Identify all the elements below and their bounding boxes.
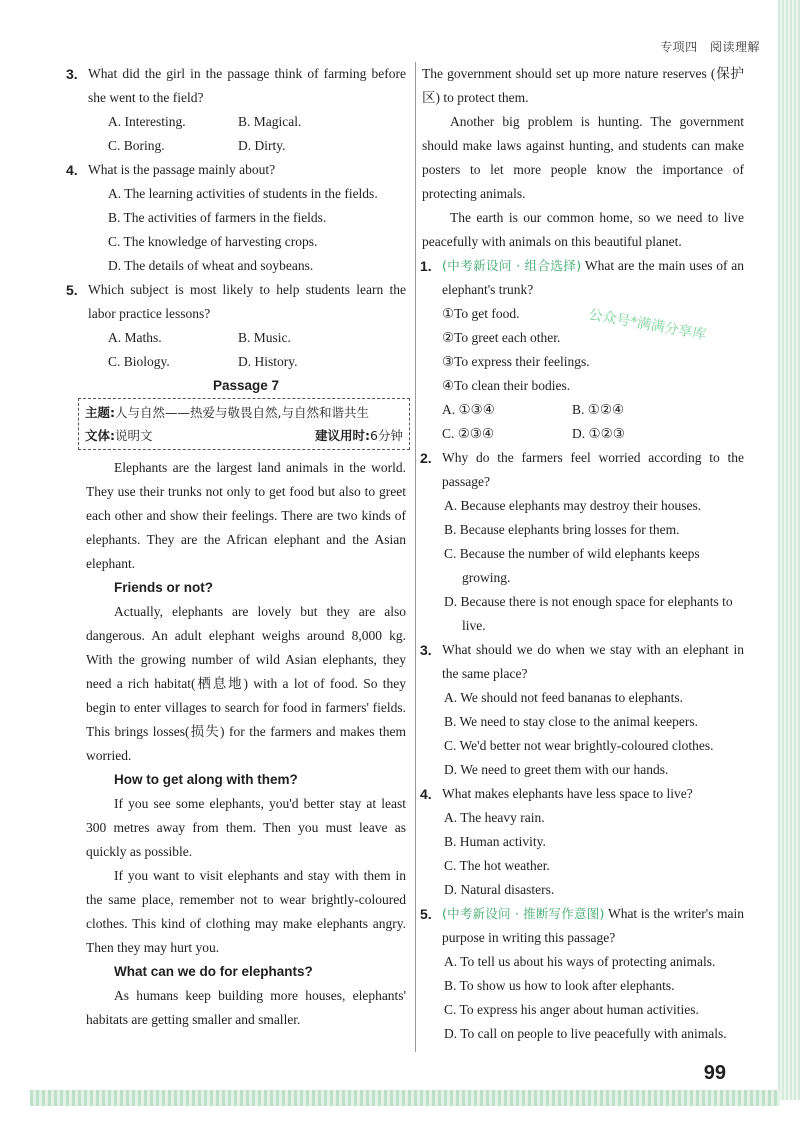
option: B. We need to stay close to the animal keepers.	[444, 714, 698, 729]
left-column	[66, 62, 406, 1032]
paragraph: If you want to visit elephants and stay with them in the same place, remember not to wear brightly-coloured clothes. This kind of clothing may make elephants angry. Then they may hurt you.	[86, 868, 406, 955]
option: C. The hot weather.	[444, 858, 550, 873]
option: D. Natural disasters.	[444, 882, 555, 897]
question-4	[66, 158, 406, 182]
option: B. The activities of farmers in the fields.	[108, 210, 327, 225]
question-4	[420, 782, 744, 806]
right-column	[422, 62, 744, 1046]
option: A. Interesting.	[108, 114, 186, 129]
option: B. Human activity.	[444, 834, 546, 849]
question-number: 5.	[66, 282, 78, 298]
subheading: How to get along with them?	[114, 772, 298, 787]
item: ③To express their feelings.	[442, 354, 590, 369]
bottom-band	[30, 1090, 780, 1106]
option: C. Biology.	[108, 354, 170, 369]
question-number: 4.	[66, 162, 78, 178]
question-number: 4.	[420, 786, 432, 802]
time-label: 建议用时:	[315, 428, 371, 443]
question-number: 3.	[420, 642, 432, 658]
option: D. To call on people to live peacefully with animals.	[444, 1026, 727, 1041]
question-text: Which subject is most likely to help students learn the labor practice lessons?	[88, 282, 406, 321]
question-3	[420, 638, 744, 686]
question-text: Why do the farmers feel worried according to the passage?	[442, 450, 744, 489]
option: B. ①②④	[572, 402, 625, 417]
theme-row	[85, 401, 403, 424]
paragraph: Elephants are the largest land animals in the world. They use their trunks not only to get food but also to greet each other and show their feelings. There are two kinds of elephants. They are the African elephant and the Asian elephant.	[86, 460, 406, 571]
side-stripe	[778, 0, 800, 1100]
option: C. We'd better not wear brightly-coloured clothes.	[444, 738, 714, 753]
question-text: What is the writer's main purpose in writing this passage?	[442, 906, 744, 945]
question-tag: (中考新设问 · 推断写作意图)	[442, 906, 605, 921]
time-value: 6分钟	[370, 428, 403, 443]
question-number: 3.	[66, 66, 78, 82]
option: D. Because there is not enough space for elephants to live.	[444, 594, 733, 633]
options	[86, 110, 406, 158]
paragraph: The government should set up more nature reserves (保护区) to protect them.	[422, 66, 744, 105]
paragraph: As humans keep building more houses, elephants' habitats are getting smaller and smaller.	[86, 988, 406, 1027]
options	[86, 326, 406, 374]
option: D. We need to greet them with our hands.	[444, 762, 669, 777]
question-text: What makes elephants have less space to live?	[442, 786, 693, 801]
genre-value: 说明文	[115, 428, 153, 443]
question-number: 5.	[420, 906, 432, 922]
column-divider	[415, 62, 416, 1052]
question-2	[420, 446, 744, 494]
option: A. The learning activities of students in the fields.	[108, 186, 378, 201]
passage-title: Passage 7	[212, 378, 280, 393]
option: C. To express his anger about human activities.	[444, 1002, 699, 1017]
theme-label: 主题:	[85, 405, 115, 420]
option: D. ①②③	[572, 426, 625, 441]
page-number: 99	[703, 1062, 726, 1084]
option: D. History.	[238, 354, 298, 369]
option: C. Boring.	[108, 138, 165, 153]
question-text: What is the passage mainly about?	[88, 162, 276, 177]
paragraph: Actually, elephants are lovely but they are also dangerous. An adult elephant weighs around 8,000 kg. With the growing number of wild Asian elephants, they need a rich habitat(栖息地) with a lot of food. So they begin to enter villages to search for food in farmers' fields. This brings losses(损失) for the farmers and makes them worried.	[86, 604, 406, 763]
page-header	[652, 38, 760, 55]
question-number: 2.	[420, 450, 432, 466]
option: A. To tell us about his ways of protecting animals.	[444, 954, 716, 969]
option: B. Because elephants bring losses for them.	[444, 522, 680, 537]
question-3	[66, 62, 406, 110]
subheading: Friends or not?	[114, 580, 213, 595]
option: C. ②③④	[442, 426, 495, 441]
question-text: What did the girl in the passage think of farming before she went to the field?	[88, 66, 406, 105]
question-5	[420, 902, 744, 950]
header-title: 阅读理解	[709, 40, 760, 54]
option: A. We should not feed bananas to elephants.	[444, 690, 683, 705]
option: B. Magical.	[238, 114, 302, 129]
question-text: What are the main uses of an elephant's trunk?	[442, 258, 745, 297]
option: A. Because elephants may destroy their houses.	[444, 498, 702, 513]
paragraph: If you see some elephants, you'd better stay at least 300 metres away from them. Then you must leave as quickly as possible.	[86, 796, 406, 859]
option: B. Music.	[238, 330, 291, 345]
item: ①To get food.	[442, 306, 520, 321]
header-section: 专项四	[660, 40, 698, 54]
option: C. The knowledge of harvesting crops.	[108, 234, 318, 249]
question-1	[420, 254, 745, 302]
option: C. Because the number of wild elephants keeps growing.	[444, 546, 700, 585]
genre-row	[85, 424, 403, 447]
option: A. Maths.	[108, 330, 162, 345]
subheading: What can we do for elephants?	[114, 964, 313, 979]
watermark: 公众号*满满分享库	[587, 306, 708, 344]
option: B. To show us how to look after elephants.	[444, 978, 675, 993]
theme-value: 人与自然——热爱与敬畏自然,与自然和谐共生	[115, 405, 369, 420]
question-number: 1.	[420, 258, 432, 274]
paragraph: Another big problem is hunting. The government should make laws against hunting, and students can make posters to let more people know the importance of protecting animals.	[422, 114, 744, 201]
genre-label: 文体:	[85, 428, 115, 443]
question-text: What should we do when we stay with an elephant in the same place?	[442, 642, 744, 681]
options	[422, 398, 744, 446]
item: ②To greet each other.	[442, 330, 561, 345]
option: D. The details of wheat and soybeans.	[108, 258, 314, 273]
option: D. Dirty.	[238, 138, 286, 153]
question-tag: (中考新设问 · 组合选择)	[442, 258, 582, 273]
passage-info-box	[78, 398, 410, 450]
question-5	[66, 278, 406, 326]
item: ④To clean their bodies.	[442, 378, 571, 393]
option: A. ①③④	[442, 402, 495, 417]
paragraph: The earth is our common home, so we need to live peacefully with animals on this beautiful planet.	[422, 210, 744, 249]
option: A. The heavy rain.	[444, 810, 545, 825]
